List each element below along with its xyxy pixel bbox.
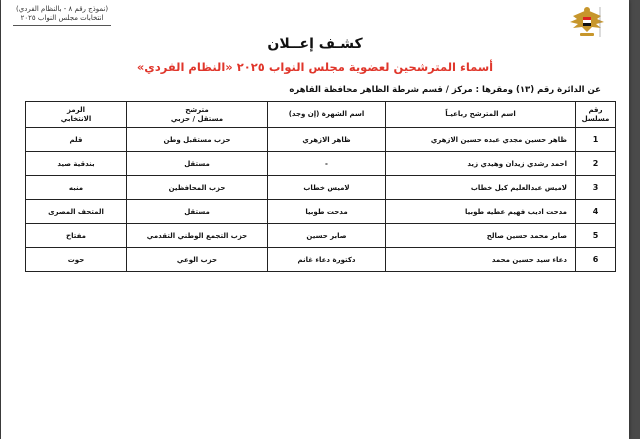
page-title: كشـف إعــلان (267, 36, 363, 52)
eagle-emblem-icon (567, 4, 607, 38)
cell-serial: 3 (576, 176, 616, 200)
cell-candidate-name: مدحت اديب فهيم عطيه طوبيا (386, 200, 576, 224)
cell-candidate-name: لاميس عبدالعليم كيل خطاب (386, 176, 576, 200)
cell-candidate-name: ظاهر حسين مجدي عبده حسين الازهري (386, 128, 576, 152)
cell-serial: 4 (576, 200, 616, 224)
cell-affiliation: مستقل (127, 152, 268, 176)
table-header-row (26, 102, 616, 128)
cell-affiliation: حزب المحافظين (127, 176, 268, 200)
form-header-note (13, 4, 111, 26)
cell-nickname: - (268, 152, 386, 176)
cell-symbol: قلم (26, 128, 127, 152)
table-row (26, 176, 616, 200)
announcement-sheet (1, 0, 629, 439)
cell-serial: 5 (576, 224, 616, 248)
page-subtitle: أسماء المترشحين لعضوية مجلس النواب ٢٠٢٥ «النظام الفردي» (136, 60, 494, 74)
candidates-table (25, 101, 616, 272)
cell-candidate-name: دعاء سيد حسين محمد (386, 248, 576, 272)
cell-affiliation: مستقل (127, 200, 268, 224)
election-name: انتخابات مجلس النواب ٢٠٢٥ (20, 14, 104, 22)
cell-candidate-name: احمد رشدي زيدان وهيدي زيد (386, 152, 576, 176)
cell-symbol: بندقية صيد (26, 152, 127, 176)
table-row (26, 224, 616, 248)
cell-symbol: منبه (26, 176, 127, 200)
header-serial: رقم مسلسل (576, 102, 616, 128)
cell-serial: 6 (576, 248, 616, 272)
header-symbol: الرمز الانتخابي (26, 102, 127, 128)
cell-affiliation: حزب مستقبل وطن (127, 128, 268, 152)
header-candidate-name: اسم المترشح رباعيـاً (386, 102, 576, 128)
table-row (26, 200, 616, 224)
cell-serial: 1 (576, 128, 616, 152)
cell-nickname: دكتورة دعاء غانم (268, 248, 386, 272)
header-affiliation: مترشح مستقل / حزبي (127, 102, 268, 128)
cell-nickname: مدحت طوبيا (268, 200, 386, 224)
district-info: عن الدائرة رقم (١٣) ومقرها : مركز / قسم شرطة الظاهر محافظة القاهره (289, 85, 601, 95)
cell-nickname: صابر حسين (268, 224, 386, 248)
cell-affiliation: حزب التجمع الوطني التقدمي (127, 224, 268, 248)
form-number: (نموذج رقم ٨ - بالنظام الفردي) (16, 5, 109, 13)
cell-symbol: مفتاح (26, 224, 127, 248)
table-row (26, 248, 616, 272)
cell-nickname: ظاهر الازهري (268, 128, 386, 152)
cell-affiliation: حزب الوعي (127, 248, 268, 272)
cell-symbol: المتحف المصرى (26, 200, 127, 224)
cell-candidate-name: صابر محمد حسين صالح (386, 224, 576, 248)
cell-serial: 2 (576, 152, 616, 176)
header-nickname: اسم الشهرة (إن وجد) (268, 102, 386, 128)
table-row (26, 128, 616, 152)
cell-nickname: لاميس خطاب (268, 176, 386, 200)
cell-symbol: حوت (26, 248, 127, 272)
table-row (26, 152, 616, 176)
